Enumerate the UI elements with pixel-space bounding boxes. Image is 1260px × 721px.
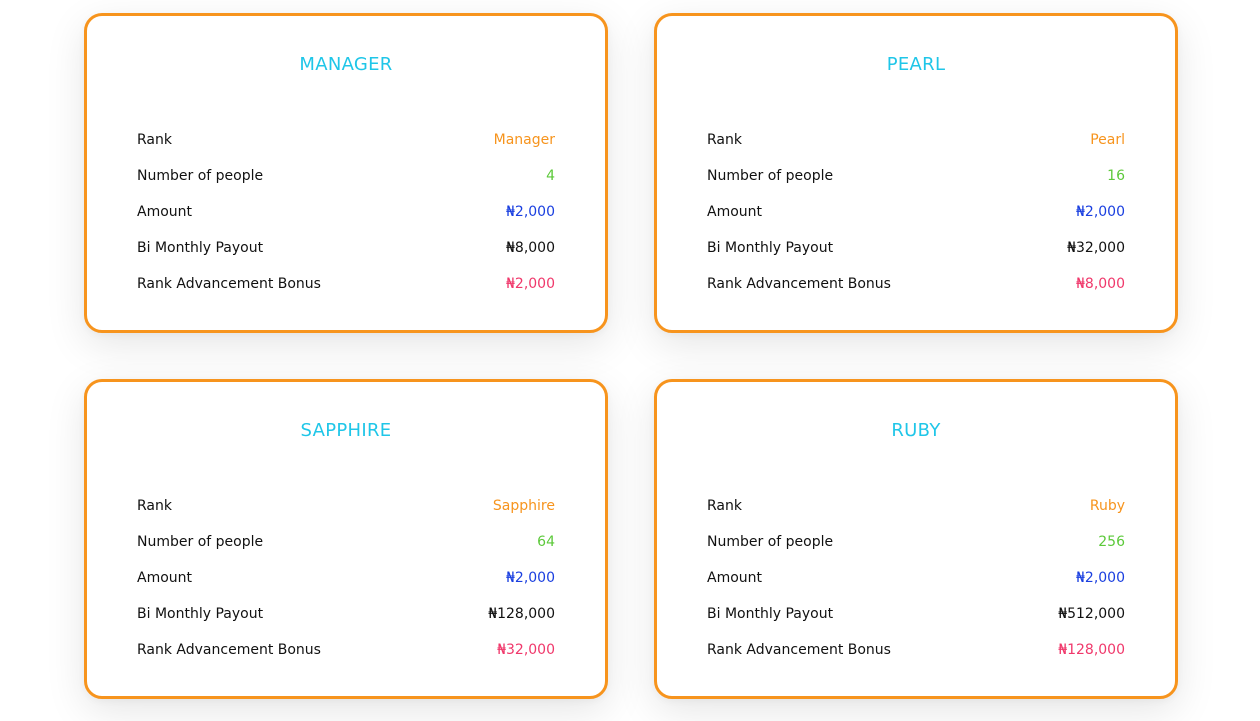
row-bi-monthly-payout bbox=[137, 596, 555, 632]
amount-label: Amount bbox=[707, 204, 763, 220]
number-of-people-label: Number of people bbox=[137, 534, 264, 550]
bi-monthly-payout-value: ₦32,000 bbox=[1067, 240, 1125, 256]
rank-advancement-bonus-label: Rank Advancement Bonus bbox=[707, 642, 891, 658]
row-bi-monthly-payout bbox=[707, 596, 1125, 632]
rank-card-manager bbox=[84, 13, 608, 333]
row-amount bbox=[707, 194, 1125, 230]
rank-value: Pearl bbox=[1090, 132, 1125, 148]
row-number-of-people bbox=[707, 158, 1125, 194]
number-of-people-label: Number of people bbox=[707, 534, 834, 550]
rank-card-ruby bbox=[654, 379, 1178, 699]
rank-value: Ruby bbox=[1089, 498, 1125, 514]
rank-label: Rank bbox=[707, 132, 742, 148]
bi-monthly-payout-value: ₦128,000 bbox=[488, 606, 555, 622]
amount-value: ₦2,000 bbox=[1076, 204, 1125, 220]
bi-monthly-payout-value: ₦512,000 bbox=[1058, 606, 1125, 622]
bi-monthly-payout-label: Bi Monthly Payout bbox=[707, 606, 834, 622]
rank-advancement-bonus-value: ₦32,000 bbox=[497, 642, 555, 658]
number-of-people-value: 4 bbox=[546, 168, 555, 184]
amount-label: Amount bbox=[137, 204, 193, 220]
card-title: RUBY bbox=[891, 420, 941, 441]
row-rank-advancement-bonus bbox=[707, 266, 1125, 302]
bi-monthly-payout-value: ₦8,000 bbox=[506, 240, 555, 256]
card-title: PEARL bbox=[886, 54, 946, 75]
row-rank bbox=[137, 122, 555, 158]
row-bi-monthly-payout bbox=[137, 230, 555, 266]
number-of-people-value: 256 bbox=[1098, 534, 1125, 550]
rank-label: Rank bbox=[707, 498, 742, 514]
number-of-people-value: 16 bbox=[1107, 168, 1125, 184]
amount-value: ₦2,000 bbox=[506, 570, 555, 586]
bi-monthly-payout-label: Bi Monthly Payout bbox=[707, 240, 834, 256]
rank-details bbox=[707, 488, 1125, 668]
row-rank-advancement-bonus bbox=[137, 632, 555, 668]
rank-card-pearl bbox=[654, 13, 1178, 333]
row-amount bbox=[137, 194, 555, 230]
row-number-of-people bbox=[137, 158, 555, 194]
amount-value: ₦2,000 bbox=[506, 204, 555, 220]
row-number-of-people bbox=[707, 524, 1125, 560]
rank-card-sapphire bbox=[84, 379, 608, 699]
rank-value: Manager bbox=[493, 132, 555, 148]
bi-monthly-payout-label: Bi Monthly Payout bbox=[137, 240, 264, 256]
row-bi-monthly-payout bbox=[707, 230, 1125, 266]
number-of-people-label: Number of people bbox=[707, 168, 834, 184]
row-amount bbox=[707, 560, 1125, 596]
rank-details bbox=[137, 122, 555, 302]
rank-label: Rank bbox=[137, 498, 172, 514]
amount-label: Amount bbox=[137, 570, 193, 586]
rank-advancement-bonus-value: ₦8,000 bbox=[1076, 276, 1125, 292]
card-title: SAPPHIRE bbox=[300, 420, 392, 441]
rank-advancement-bonus-label: Rank Advancement Bonus bbox=[137, 276, 321, 292]
row-rank bbox=[707, 488, 1125, 524]
number-of-people-value: 64 bbox=[537, 534, 555, 550]
row-rank-advancement-bonus bbox=[137, 266, 555, 302]
rank-details bbox=[137, 488, 555, 668]
row-number-of-people bbox=[137, 524, 555, 560]
row-rank bbox=[137, 488, 555, 524]
card-title: MANAGER bbox=[299, 54, 393, 75]
rank-advancement-bonus-value: ₦128,000 bbox=[1058, 642, 1125, 658]
row-rank bbox=[707, 122, 1125, 158]
bi-monthly-payout-label: Bi Monthly Payout bbox=[137, 606, 264, 622]
rank-value: Sapphire bbox=[492, 498, 555, 514]
number-of-people-label: Number of people bbox=[137, 168, 264, 184]
rank-advancement-bonus-value: ₦2,000 bbox=[506, 276, 555, 292]
rank-advancement-bonus-label: Rank Advancement Bonus bbox=[707, 276, 891, 292]
amount-label: Amount bbox=[707, 570, 763, 586]
amount-value: ₦2,000 bbox=[1076, 570, 1125, 586]
rank-label: Rank bbox=[137, 132, 172, 148]
rank-advancement-bonus-label: Rank Advancement Bonus bbox=[137, 642, 321, 658]
rank-details bbox=[707, 122, 1125, 302]
row-amount bbox=[137, 560, 555, 596]
row-rank-advancement-bonus bbox=[707, 632, 1125, 668]
